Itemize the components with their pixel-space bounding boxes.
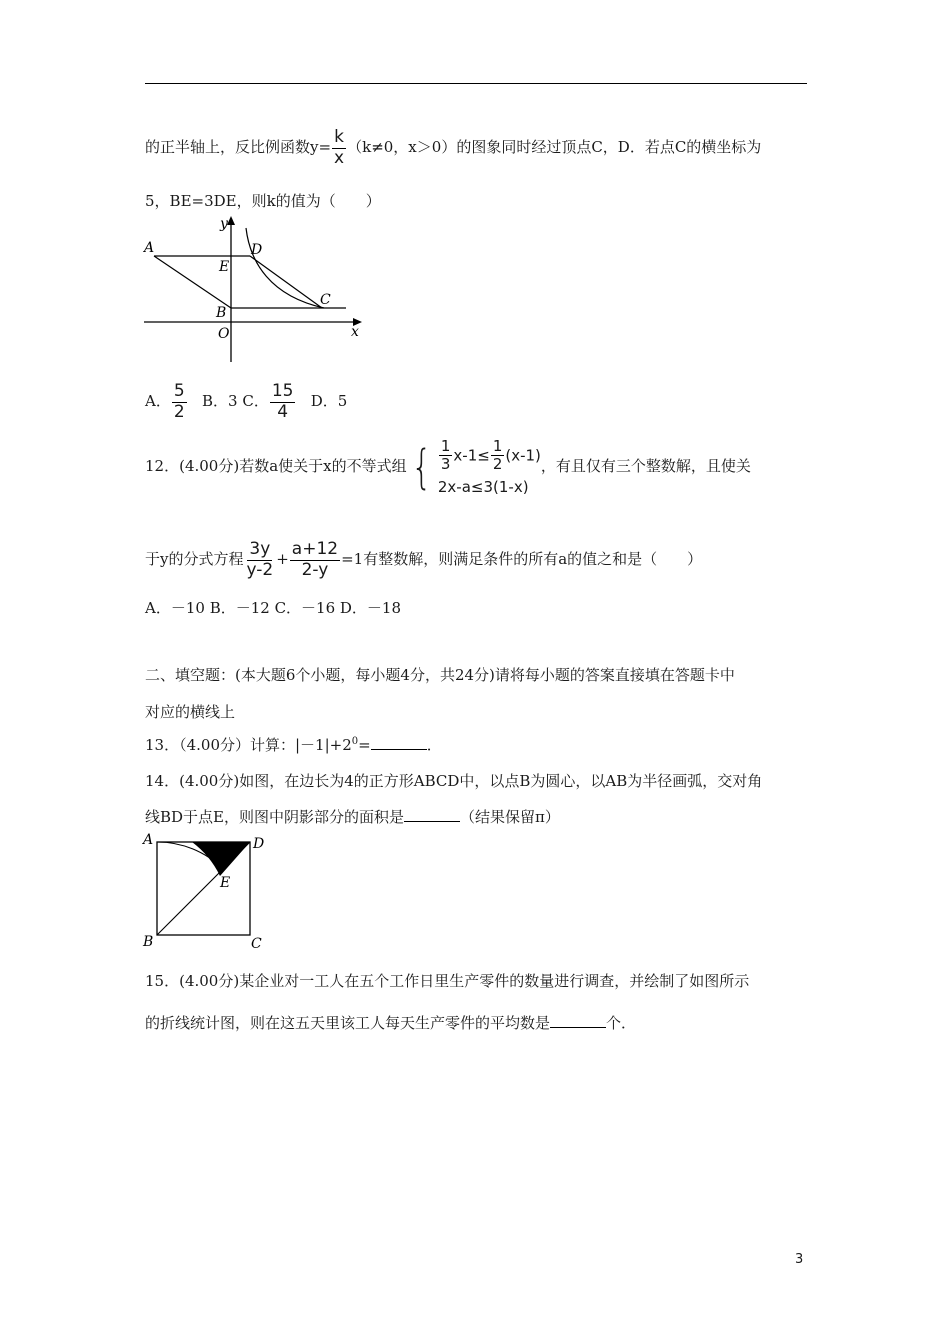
q14-answer-blank[interactable] [404,807,460,822]
q13-superscript: 0 [351,736,359,747]
label-a: A [143,832,154,848]
q14-line2-pre: 线BD于点E，则图中阴影部分的面积是 [145,808,405,826]
q12-system-row1 [438,438,541,474]
label-b: B [143,934,154,950]
header-rule [145,83,807,84]
frac-one-half [491,438,505,474]
q13-line [145,734,442,755]
label-d: D [251,242,263,258]
frac-numerator: 1 [440,437,451,455]
label-c: C [251,936,262,952]
q12-inequality-system [407,438,541,496]
q15-line1: 15．(4.00分)某企业对一工人在五个工作日里生产零件的数量进行调查，并绘制了如图所示 [145,972,750,990]
q11-text-post: （k≠0，x＞0）的图象同时经过顶点C，D．若点C的横坐标为 [347,138,762,157]
label-b: B [216,305,227,321]
q13-text-pre: 13．（4.00分）计算：|－1|+2 [145,736,352,754]
frac-denominator: 2 [173,401,185,422]
frac-numerator: 5 [173,381,185,401]
frac-numerator: 1 [492,437,503,455]
label-e: E [219,259,230,275]
section2-line1: 二、填空题：(本大题6个小题，每小题4分，共24分)请将每小题的答案直接填在答题卡中 [145,666,735,684]
q15-answer-blank[interactable] [550,1013,606,1028]
q12-options: A．－10 B．－12 C．－16 D．－18 [145,599,402,617]
page-number: 3 [795,1252,804,1267]
left-brace-icon: { [410,439,432,494]
q14-figure [140,830,270,955]
label-o: O [218,326,230,342]
frac-one-third [439,438,453,474]
frac-numerator: k [334,127,344,147]
q12-line2-post: =1有整数解，则满足条件的所有a的值之和是（ ） [341,550,703,569]
q13-text-post: = [358,736,371,754]
q11-line1 [145,128,761,168]
q12-fraction-3y [244,540,275,580]
option-b: B．3 [201,392,238,411]
frac-denominator: 3 [440,455,451,474]
option-c-fraction [270,382,296,422]
q11-text-pre: 的正半轴上，反比例函数y= [145,138,332,157]
q11-options [145,382,347,422]
q12-text-post: ，有且仅有三个整数解，且使关 [540,456,751,475]
frac-numerator: 15 [271,381,294,401]
frac-numerator: a+12 [291,539,339,559]
q12-line1 [145,438,751,496]
q15-line2 [145,1012,636,1033]
plus-sign: + [276,550,289,569]
option-a-label: A． [145,392,171,411]
q12-fraction-a12 [290,540,340,580]
q12-system-row2: 2x-a≤3(1-x) [437,477,529,496]
frac-denominator: 2-y [301,559,329,580]
option-d: D．5 [310,392,348,411]
q11-figure [140,212,370,364]
q12-row1-end: (x-1) [505,446,541,465]
option-a-fraction [172,382,187,422]
frac-denominator: 2 [492,455,503,474]
q12-line2-pre: 于y的分式方程 [145,550,244,569]
frac-denominator: y-2 [246,559,274,580]
q14-line2-post: （结果保留π） [460,808,560,826]
frac-numerator: 3y [249,539,271,559]
q11-line2: 5，BE=3DE，则k的值为（ ） [145,192,381,210]
label-e: E [220,875,231,891]
q11-fraction-k-over-x [332,128,346,168]
q15-line2-pre: 的折线统计图，则在这五天里该工人每天生产零件的平均数是 [145,1014,551,1032]
label-d: D [253,836,265,852]
q12-text-pre: 12．(4.00分)若数a使关于x的不等式组 [145,456,407,475]
q14-line1: 14．(4.00分)如图，在边长为4的正方形ABCD中，以点B为圆心，以AB为半径画弧，交对角 [145,772,763,790]
q13-answer-blank[interactable] [371,735,427,750]
q15-line2-post: 个． [606,1014,637,1032]
label-a: A [144,240,155,256]
label-x: x [351,324,359,340]
label-y: y [220,216,228,232]
section2-line2: 对应的横线上 [145,703,236,721]
q12-line2 [145,540,702,580]
q12-row1-mid: x-1≤ [453,446,490,465]
q13-text-end: ． [426,736,442,754]
frac-denominator: 4 [277,401,289,422]
q14-line2 [145,806,560,827]
option-c-label: C． [242,392,269,411]
frac-denominator: x [334,147,345,168]
label-c: C [320,292,331,308]
